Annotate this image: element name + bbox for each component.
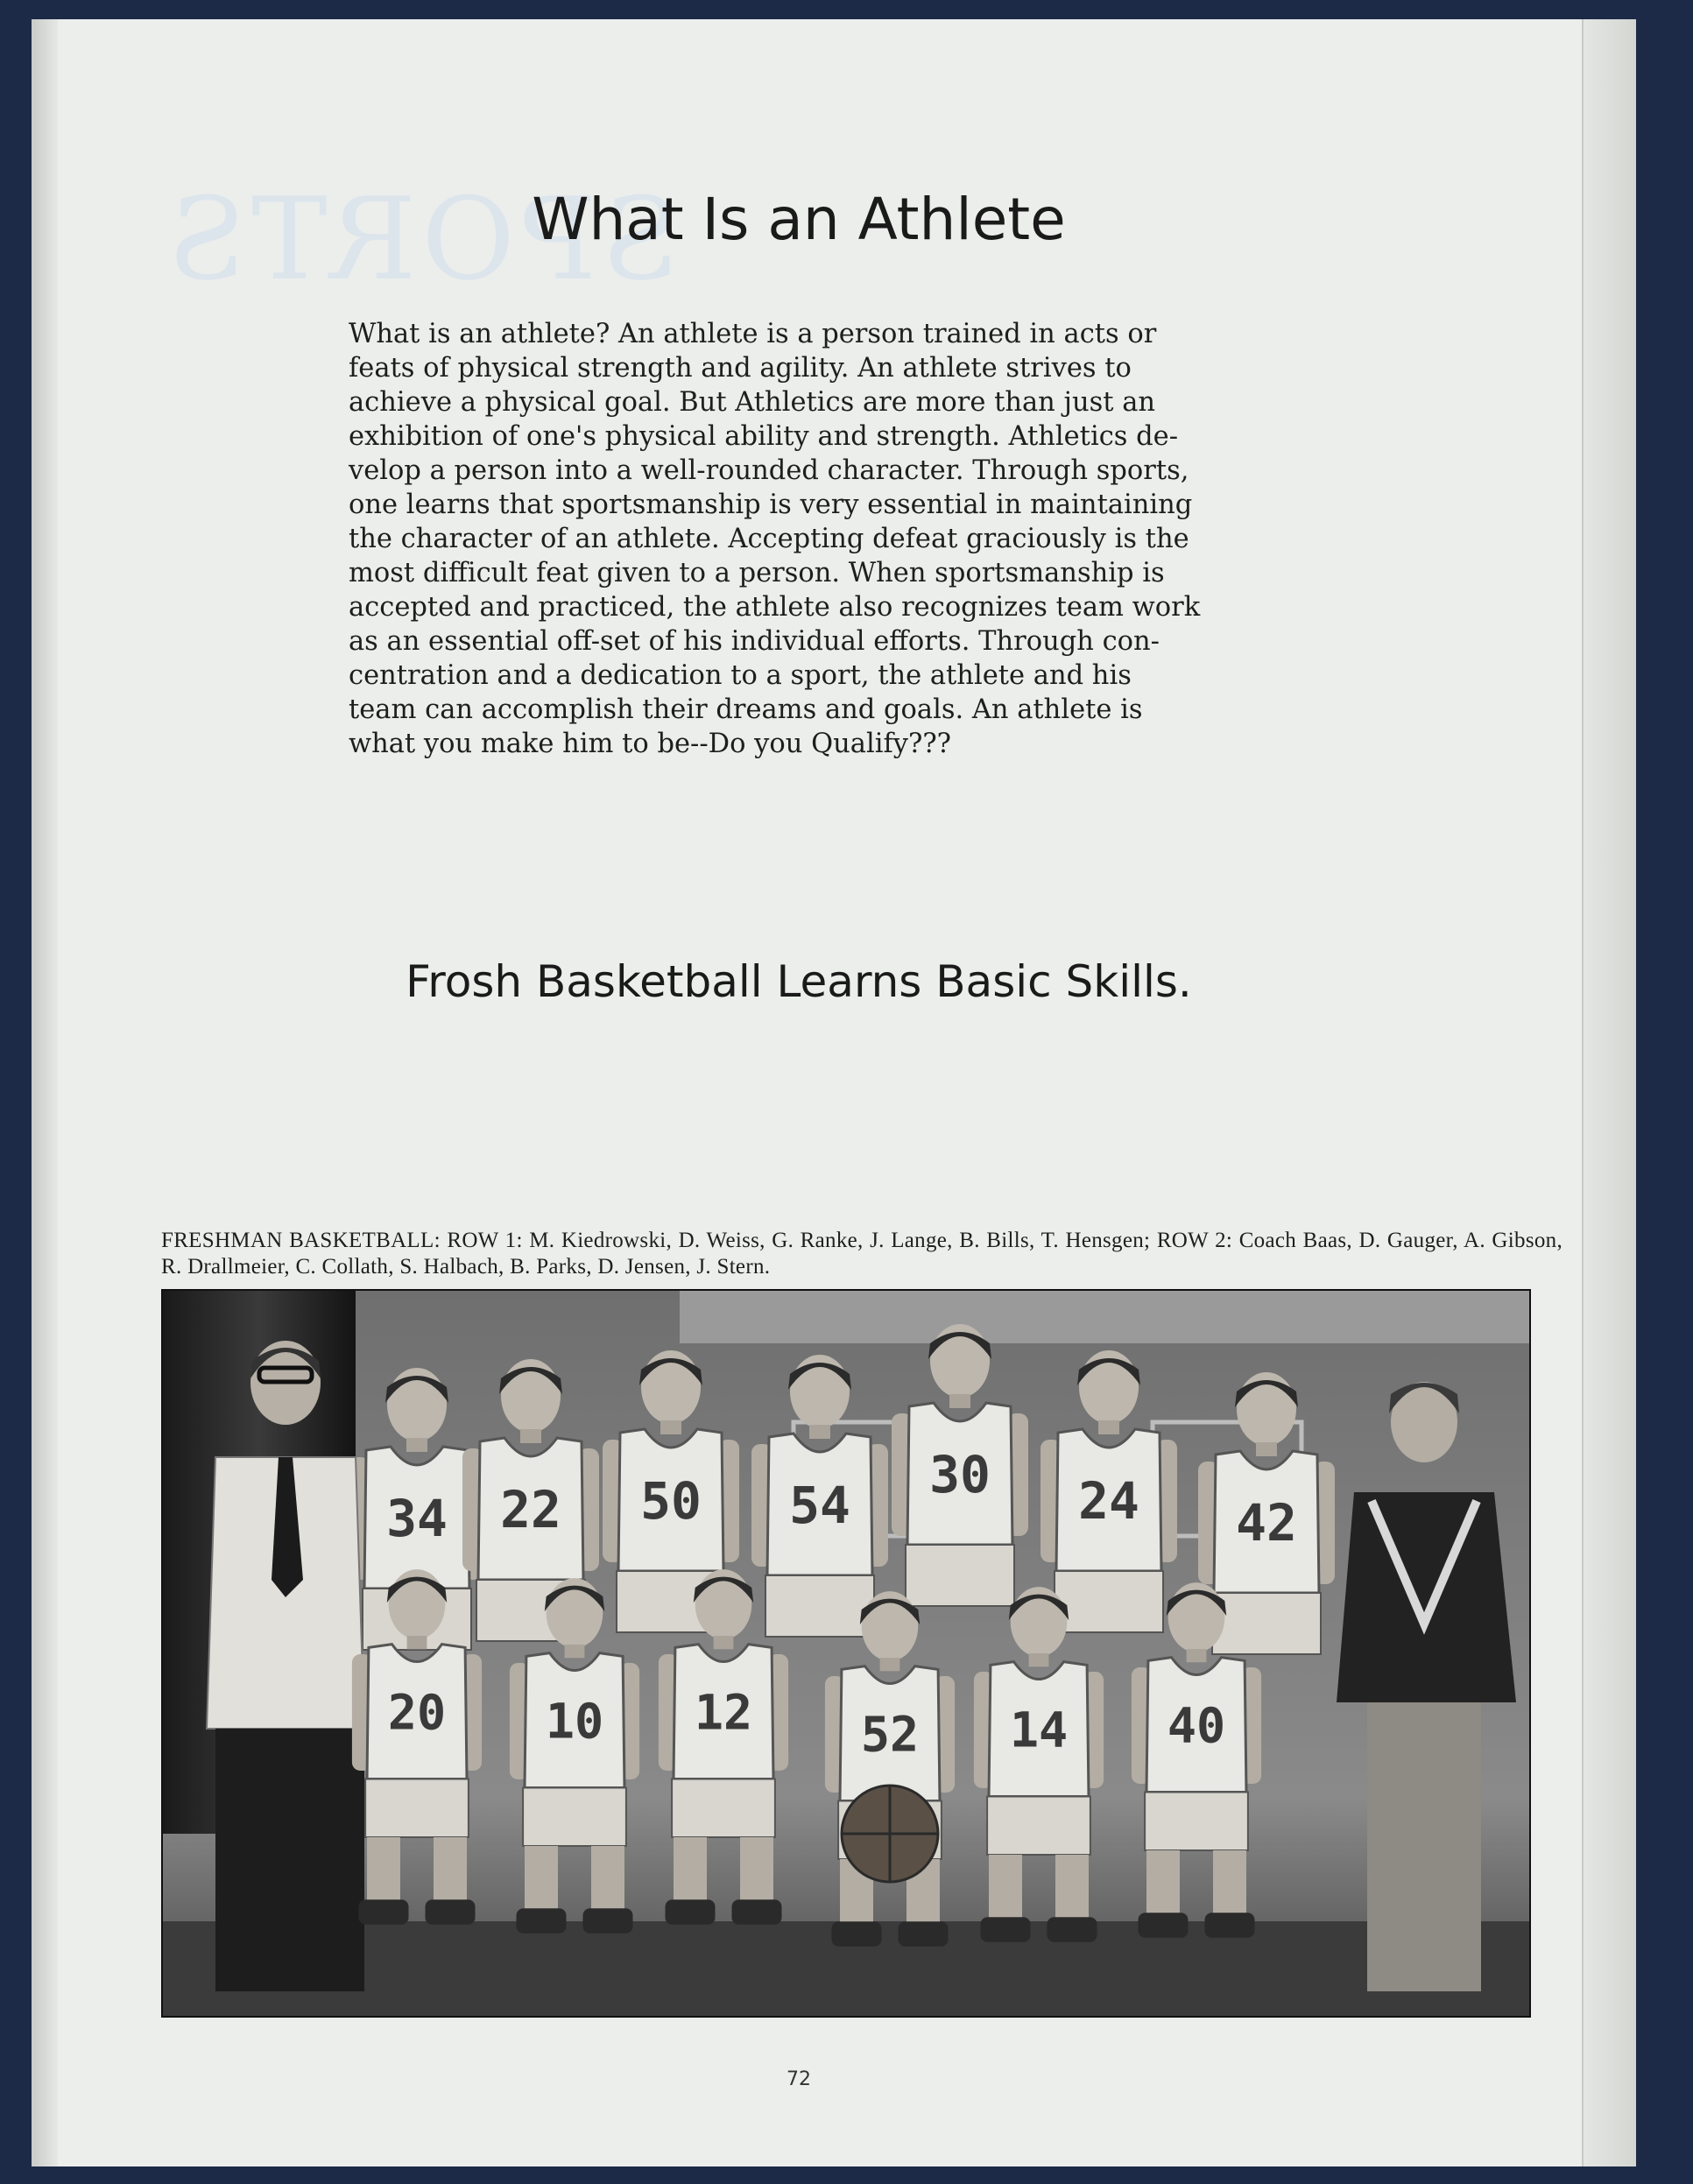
svg-text:54: 54: [789, 1476, 850, 1535]
page-number: 72: [787, 2068, 811, 2090]
page-gutter: [32, 19, 58, 2166]
page-edge: [1582, 19, 1636, 2166]
essay-line: What is an athlete? An athlete is a person trained in acts or: [349, 319, 1157, 349]
svg-text:20: 20: [387, 1684, 447, 1741]
svg-text:30: 30: [929, 1445, 991, 1504]
essay-line: what you make him to be--Do you Qualify???: [349, 729, 952, 759]
essay-line: velop a person into a well-rounded character. Through sports,: [349, 455, 1189, 486]
page-title: What Is an Athlete: [532, 186, 1066, 253]
svg-text:10: 10: [545, 1693, 604, 1750]
svg-text:34: 34: [386, 1489, 448, 1548]
essay-line: achieve a physical goal. But Athletics are more than just an: [349, 387, 1156, 418]
essay-line: accepted and practiced, the athlete also recognizes team work: [349, 592, 1201, 623]
svg-text:50: 50: [640, 1471, 702, 1531]
yearbook-page: [32, 19, 1636, 2166]
svg-text:22: 22: [500, 1480, 561, 1539]
team-photo: [161, 1289, 1531, 2018]
essay-line: one learns that sportsmanship is very essential in maintaining: [349, 490, 1193, 520]
essay-line: centration and a dedication to a sport, the athlete and his: [349, 660, 1132, 691]
essay-line: team can accomplish their dreams and goals. An athlete is: [349, 694, 1143, 725]
essay-line: feats of physical strength and agility. An athlete strives to: [349, 353, 1132, 384]
svg-text:14: 14: [1009, 1701, 1069, 1758]
essay-line: as an essential off-set of his individual efforts. Through con-: [349, 626, 1160, 657]
essay-line: most difficult feat given to a person. When sportsmanship is: [349, 558, 1165, 588]
svg-text:52: 52: [860, 1706, 920, 1763]
svg-text:40: 40: [1167, 1697, 1226, 1754]
svg-text:12: 12: [694, 1684, 753, 1741]
svg-text:24: 24: [1078, 1471, 1139, 1531]
essay-line: the character of an athlete. Accepting defeat graciously is the: [349, 524, 1189, 554]
svg-text:42: 42: [1236, 1493, 1297, 1553]
essay-line: exhibition of one's physical ability and strength. Athletics de-: [349, 421, 1179, 452]
bleed-through-watermark: SPORTS: [163, 173, 681, 306]
section-subtitle: Frosh Basketball Learns Basic Skills.: [406, 956, 1192, 1007]
athlete-essay: [349, 317, 1365, 761]
team-photo-image: [163, 1291, 1529, 2016]
photo-caption: FRESHMAN BASKETBALL: ROW 1: M. Kiedrowski, D. Weiss, G. Ranke, J. Lange, B. Bills, T. Hensgen; ROW 2: Coach Baas, D. Gauger, A. Gibson, R. Drallmeier, C. Collath, S. Halbach, B. Parks, D. Jensen, J. Stern.: [161, 1229, 1562, 1279]
